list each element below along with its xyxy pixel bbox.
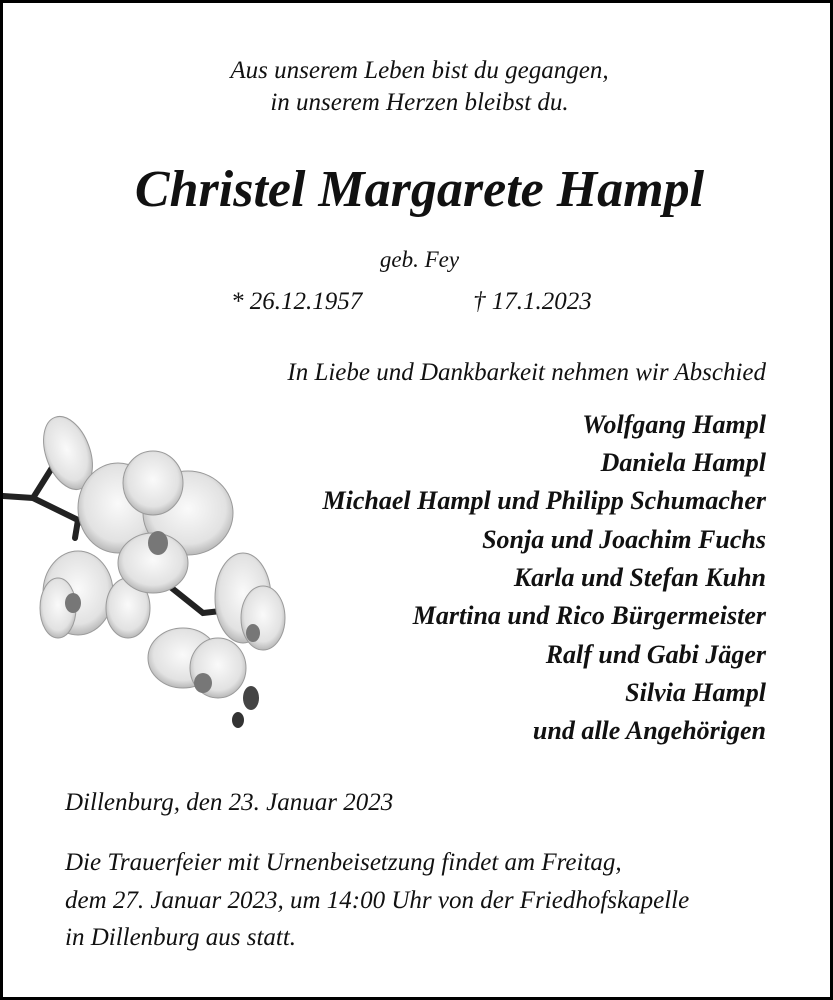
orchid-image bbox=[3, 408, 303, 738]
death-date: † 17.1.2023 bbox=[473, 288, 592, 315]
farewell-line: In Liebe und Dankbarkeit nehmen wir Abschied bbox=[287, 359, 766, 386]
mourner: Daniela Hampl bbox=[600, 448, 766, 477]
deceased-name: Christel Margarete Hampl bbox=[134, 161, 705, 218]
birth-date: * 26.12.1957 bbox=[231, 288, 363, 315]
service-line-3: in Dillenburg aus statt. bbox=[65, 924, 297, 951]
mourner: und alle Angehörigen bbox=[532, 716, 766, 745]
motto-line-1: Aus unserem Leben bist du gegangen, bbox=[230, 57, 609, 84]
place-date: Dillenburg, den 23. Januar 2023 bbox=[65, 789, 394, 816]
motto-line-2: in unserem Herzen bleibst du. bbox=[270, 89, 569, 116]
service-line-2: dem 27. Januar 2023, um 14:00 Uhr von der Friedhofskapelle bbox=[65, 887, 690, 914]
mourner: Martina und Rico Bürgermeister bbox=[412, 601, 766, 630]
mourner: Karla und Stefan Kuhn bbox=[513, 563, 766, 592]
mourner: Silvia Hampl bbox=[625, 678, 766, 707]
service-line-1: Die Trauerfeier mit Urnenbeisetzung findet am Freitag, bbox=[65, 849, 622, 876]
mourner: Wolfgang Hampl bbox=[582, 410, 766, 439]
birth-name: geb. Fey bbox=[379, 247, 460, 272]
mourner: Michael Hampl und Philipp Schumacher bbox=[322, 486, 766, 515]
mourner: Ralf und Gabi Jäger bbox=[545, 640, 766, 669]
mourner: Sonja und Joachim Fuchs bbox=[482, 525, 766, 554]
